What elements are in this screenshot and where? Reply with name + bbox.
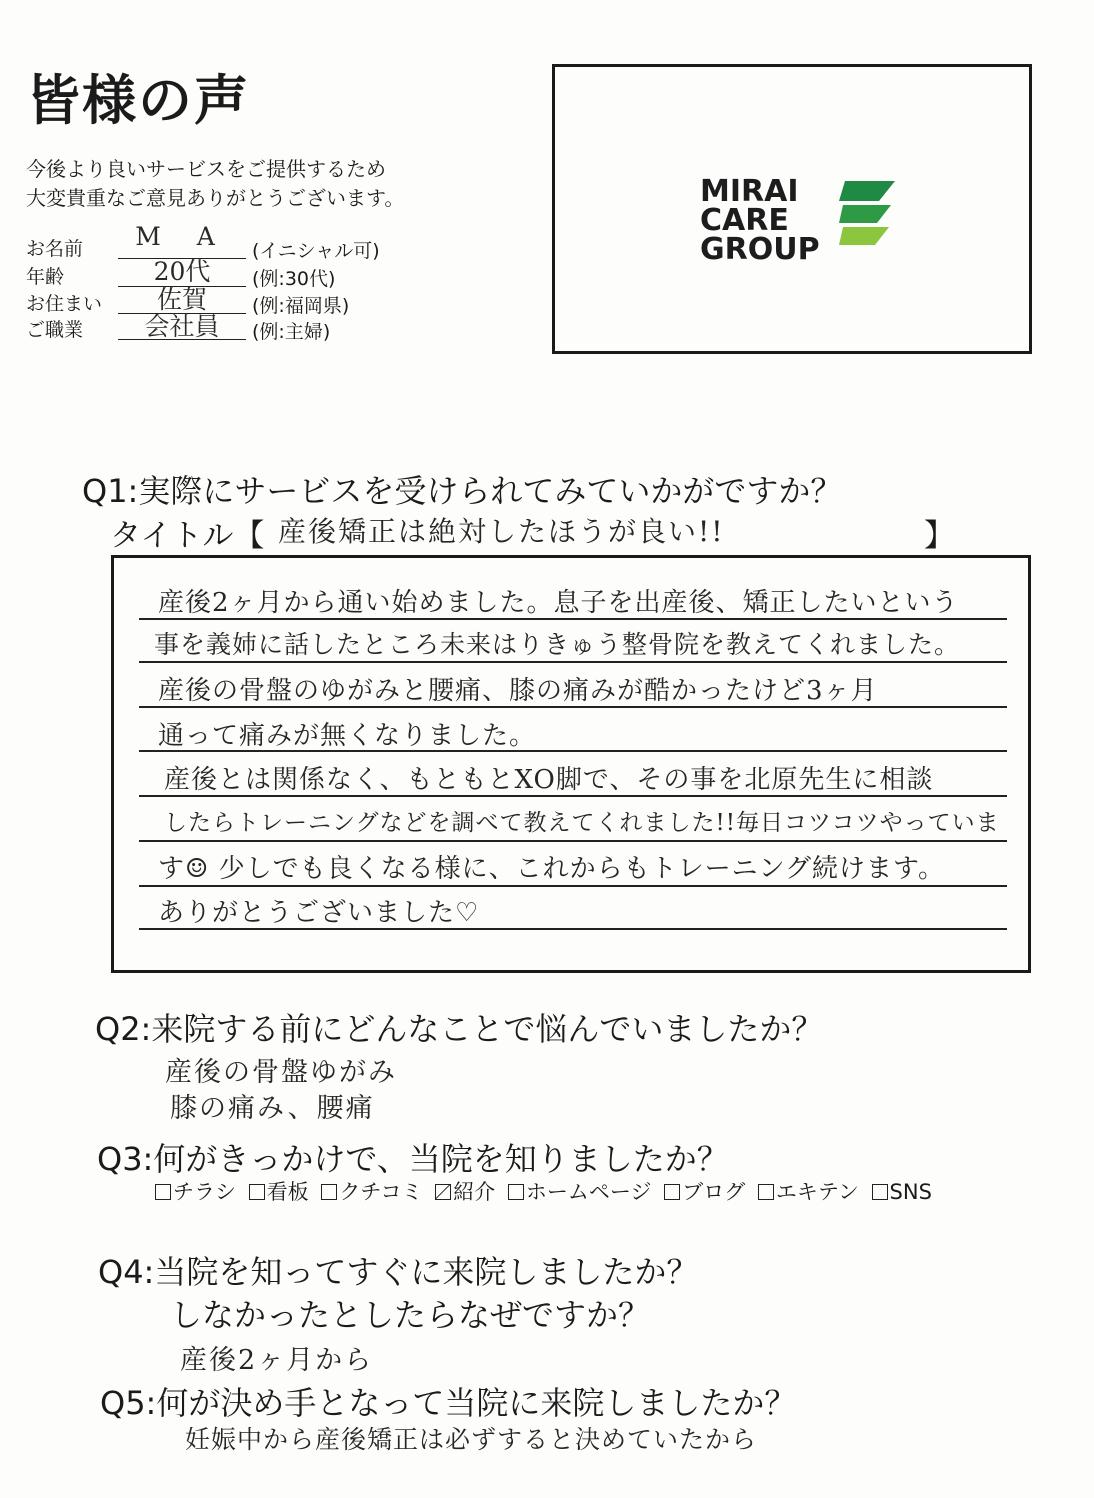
option-signboard[interactable]: 看板 [249,1180,309,1204]
name-hint: (イニシャル可) [252,240,380,262]
answer-rule [139,885,1007,887]
checkbox-icon[interactable] [508,1184,524,1200]
q1-answer-line-4: 通って痛みが無くなりました。 [158,721,537,751]
checkbox-icon[interactable] [758,1184,774,1200]
residence-label: お住まい [26,293,103,315]
option-referral[interactable]: 紹介 [435,1180,495,1204]
q3-options [155,1176,938,1206]
checkbox-icon[interactable] [249,1184,265,1200]
q1-title-value: 産後矯正は絶対したほうが良い!! [278,515,725,548]
q5-question: Q5:何が決め手となって当院に来院しましたか？ [100,1384,797,1422]
checked-checkbox-icon[interactable] [435,1184,451,1200]
q1-answer-line-5: 産後とは関係なく、もともとXO脚で、その事を北原先生に相談 [164,765,934,795]
logo-line-3: GROUP [700,232,820,267]
q1-answer-line-8: ありがとうございました♡ [158,898,480,928]
age-hint: (例:30代) [252,268,336,290]
intro-line-1: 今後より良いサービスをご提供するため [26,157,386,181]
intro-line-2: 大変貴重なご意見ありがとうございます。 [26,186,405,210]
q2-answer-line-1: 産後の骨盤ゆがみ [165,1057,397,1088]
q1-answer-box [111,555,1031,973]
page-title: 皆様の声 [26,69,250,132]
occupation-underline [118,339,246,340]
checkbox-icon[interactable] [155,1184,171,1200]
checkbox-icon[interactable] [664,1184,680,1200]
residence-value: 佐賀 [156,285,207,314]
q1-answer-line-3: 産後の骨盤のゆがみと腰痛、膝の痛みが酷かったけど3ヶ月 [158,676,878,706]
q3-question: Q3:何がきっかけで、当院を知りましたか？ [97,1140,729,1178]
q4-question-line-2: しなかったとしたらなぜですか？ [170,1296,651,1334]
option-word-of-mouth[interactable]: クチコミ [321,1180,422,1204]
name-value: M A [135,222,229,251]
option-homepage[interactable]: ホームページ [508,1180,652,1204]
logo-line-1: MIRAI [700,174,799,209]
checkbox-icon[interactable] [872,1184,888,1200]
answer-rule [139,840,1007,842]
intro-text [26,155,404,213]
option-blog[interactable]: ブログ [664,1180,745,1204]
age-label: 年齢 [26,266,65,288]
logo-line-2: CARE [700,203,789,238]
q5-answer: 妊娠中から産後矯正は必ずすると決めていたから [185,1425,758,1454]
q4-question-line-1: Q4:当院を知ってすぐに来院しましたか？ [98,1253,699,1291]
checkbox-icon[interactable] [321,1184,337,1200]
logo-box [552,64,1032,354]
age-value: 20代 [153,257,211,286]
answer-rule [139,661,1007,663]
q2-question: Q2:来院する前にどんなことで悩んでいましたか？ [95,1010,824,1048]
occupation-label: ご職業 [26,319,84,341]
occupation-value: 会社員 [144,312,220,341]
q4-answer: 産後2ヶ月から [180,1345,374,1376]
q1-title-close: 】 [924,518,955,554]
q2-answer-line-2: 膝の痛み、腰痛 [170,1093,375,1124]
option-ekiten[interactable]: エキテン [758,1180,859,1204]
option-sns[interactable]: SNS [872,1180,932,1204]
occupation-hint: (例:主婦) [252,321,331,343]
q1-title-label: タイトル【 [110,518,265,554]
name-label: お名前 [26,238,84,260]
q1-answer-line-1: 産後2ヶ月から通い始めました。息子を出産後、矯正したいという [158,588,959,618]
q1-answer-line-7: す☺ 少しでも良くなる様に、これからもトレーニング続けます。 [158,854,945,884]
option-flyer[interactable]: チラシ [155,1180,236,1204]
q1-answer-line-2: 事を義姉に話したところ未来はりきゅう整骨院を教えてくれました。 [154,630,961,659]
company-logo-text [700,174,820,267]
residence-hint: (例:福岡県) [252,295,350,317]
q1-question: Q1:実際にサービスを受けられてみていかがですか？ [82,472,843,510]
q1-answer-line-6: したらトレーニングなどを調べて教えてくれました!!毎日コツコツやっていま [164,810,1000,836]
logo-stripes-icon [839,179,897,249]
